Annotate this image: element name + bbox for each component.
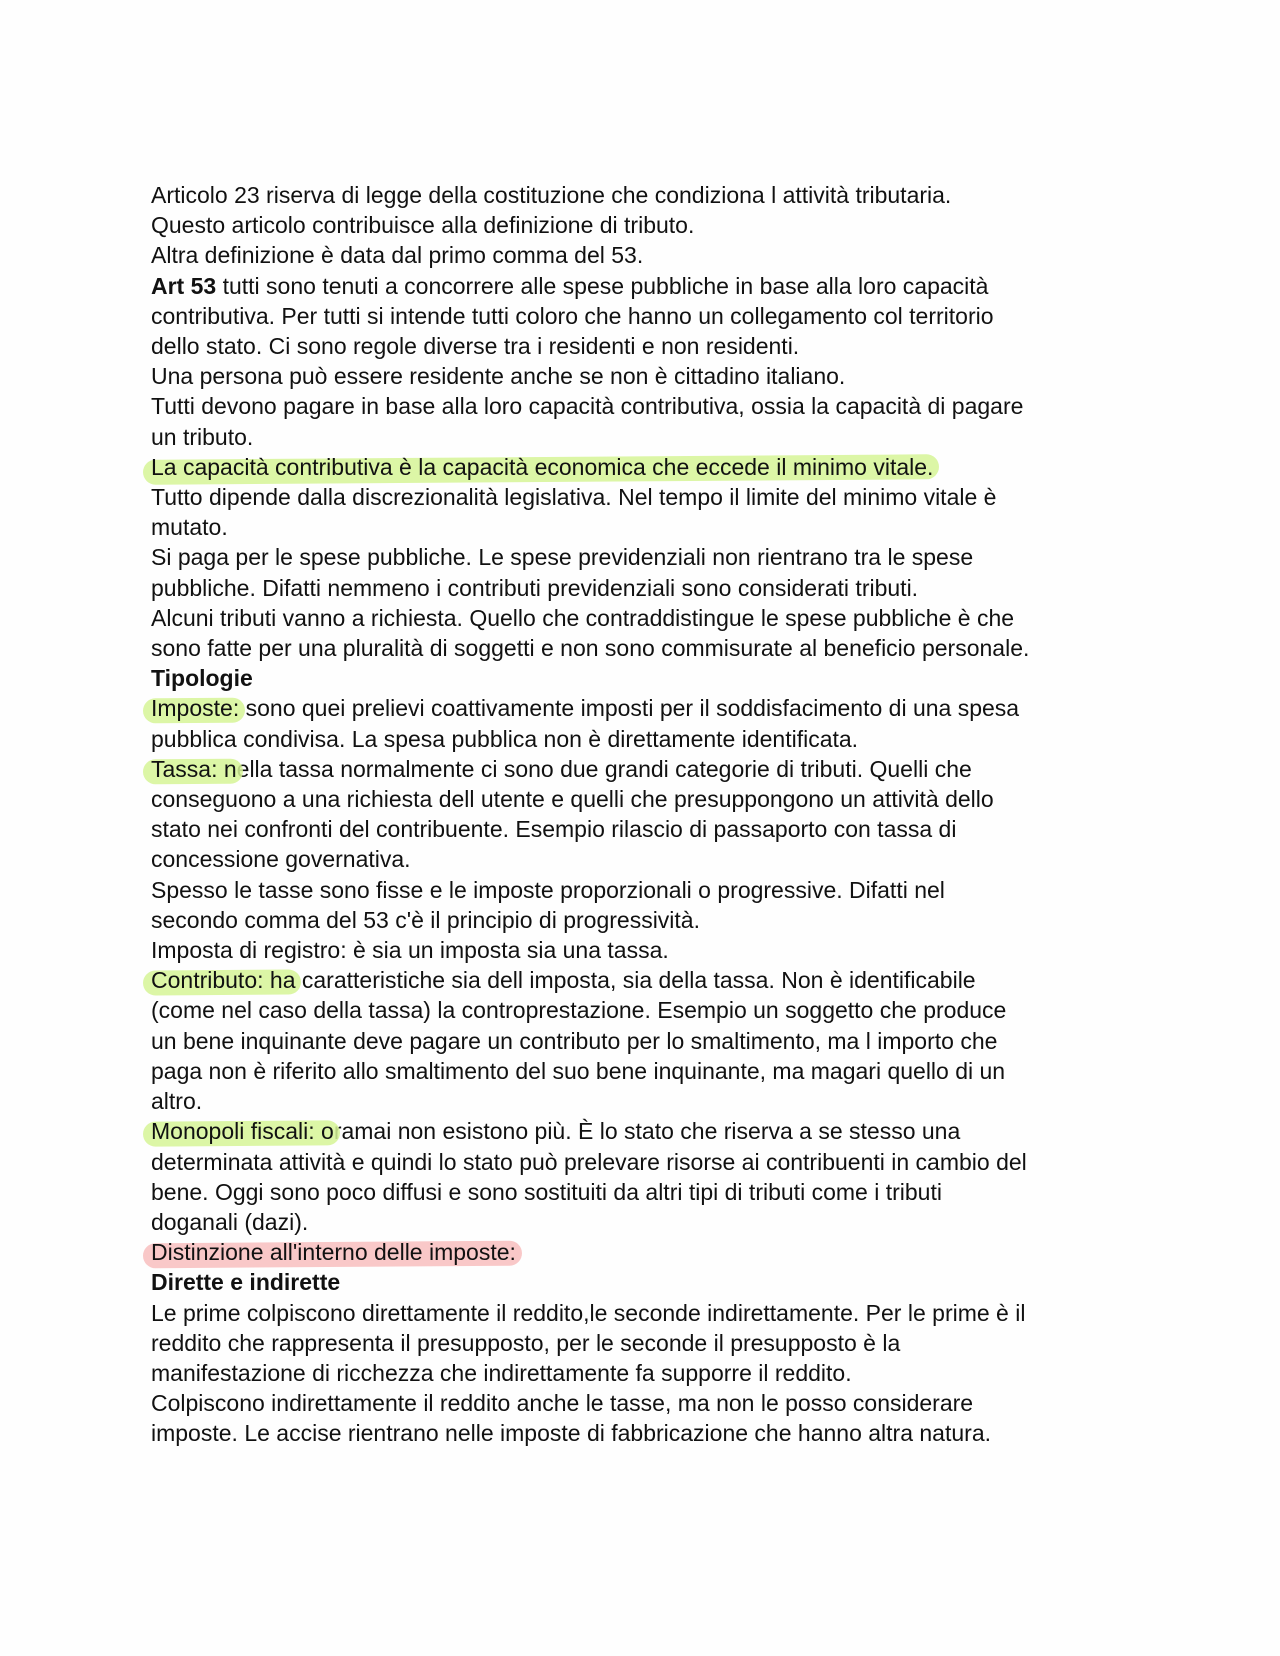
text-line: Articolo 23 riserva di legge della costituzione che condiziona l attività tributaria. xyxy=(151,182,952,208)
distinzione-highlight: Distinzione all'interno delle imposte: xyxy=(151,1239,516,1266)
imposte-highlight: Imposte: xyxy=(151,695,240,722)
tipologie-heading: Tipologie xyxy=(151,665,253,692)
text-line: (come nel caso della tassa) la controprestazione. Esempio un soggetto che produce xyxy=(151,997,1007,1024)
text-line: stato nei confronti del contribuente. Esempio rilascio di passaporto con tassa di xyxy=(151,816,957,843)
text-line: un tributo. xyxy=(151,423,254,450)
art53-text: tutti sono tenuti a concorrere alle spese pubbliche in base alla loro capacità xyxy=(216,272,989,299)
text-line: bene. Oggi sono poco diffusi e sono sostituiti da altri tipi di tributi come i tributi xyxy=(151,1178,942,1205)
monopoli-text: ramai non esistono più. È lo stato che riserva a se stesso una xyxy=(333,1118,961,1145)
text-line: doganali (dazi). xyxy=(151,1208,309,1235)
text-line: pubbliche. Difatti nemmeno i contributi previdenziali sono considerati tributi. xyxy=(151,574,919,601)
contributo-line xyxy=(151,965,1141,995)
text-line: paga non è riferito allo smaltimento del suo bene inquinante, ma magari quello di un xyxy=(151,1057,1006,1084)
imposte-text: sono quei prelievi coattivamente imposti per il soddisfacimento di una spesa xyxy=(239,695,1020,722)
text-line: Spesso le tasse sono fisse e le imposte proporzionali o progressive. Difatti nel xyxy=(151,876,945,903)
dirette-indirette-heading: Dirette e indirette xyxy=(151,1269,341,1296)
tassa-line xyxy=(151,754,1141,784)
text-line: Tutti devono pagare in base alla loro capacità contributiva, ossia la capacità di pagare xyxy=(151,393,1024,420)
text-line: Una persona può essere residente anche se non è cittadino italiano. xyxy=(151,363,846,390)
tassa-highlight: Tassa: n xyxy=(151,755,237,782)
tassa-text: ella tassa normalmente ci sono due grandi categorie di tributi. Quelli che xyxy=(236,755,972,782)
text-line: mutato. xyxy=(151,514,228,541)
monopoli-line xyxy=(151,1116,1141,1146)
text-line: Altra definizione è data dal primo comma del 53. xyxy=(151,242,644,269)
text-line: Questo articolo contribuisce alla definizione di tributo. xyxy=(151,212,695,239)
text-line: reddito che rappresenta il presupposto, per le seconde il presupposto è la xyxy=(151,1329,901,1356)
text-line: dello stato. Ci sono regole diverse tra i residenti e non residenti. xyxy=(151,333,800,360)
monopoli-highlight: Monopoli fiscali: o xyxy=(151,1118,334,1145)
contributo-highlight: Contributo: ha xyxy=(151,967,296,994)
document-body xyxy=(151,180,1141,1449)
contributo-text: caratteristiche sia dell imposta, sia della tassa. Non è identificabile xyxy=(295,967,976,994)
text-line: determinata attività e quindi lo stato può prelevare risorse ai contribuenti in cambio del xyxy=(151,1148,1027,1175)
text-line: pubblica condivisa. La spesa pubblica non è direttamente identificata. xyxy=(151,725,859,752)
text-line: secondo comma del 53 c'è il principio di progressività. xyxy=(151,906,700,933)
capacita-line xyxy=(151,452,1141,482)
text-line: Tutto dipende dalla discrezionalità legislativa. Nel tempo il limite del minimo vitale è xyxy=(151,484,997,511)
art53-line xyxy=(151,271,1141,301)
text-line: conseguono a una richiesta dell utente e quelli che presuppongono un attività dello xyxy=(151,786,994,813)
text-line: manifestazione di ricchezza che indirettamente fa supporre il reddito. xyxy=(151,1359,852,1386)
text-line: contributiva. Per tutti si intende tutti coloro che hanno un collegamento col territorio xyxy=(151,302,994,329)
text-line: sono fatte per una pluralità di soggetti e non sono commisurate al beneficio personale. xyxy=(151,635,1030,662)
imposte-line xyxy=(151,693,1141,723)
text-line: un bene inquinante deve pagare un contributo per lo smaltimento, ma l importo che xyxy=(151,1027,998,1054)
distinzione-line xyxy=(151,1237,1141,1267)
text-line: imposte. Le accise rientrano nelle imposte di fabbricazione che hanno altra natura. xyxy=(151,1420,991,1447)
capacita-highlight: La capacità contributiva è la capacità economica che eccede il minimo vitale. xyxy=(151,453,934,480)
text-line: Colpiscono indirettamente il reddito anche le tasse, ma non le posso considerare xyxy=(151,1390,974,1417)
text-line: concessione governativa. xyxy=(151,846,411,873)
text-line: Imposta di registro: è sia un imposta sia una tassa. xyxy=(151,937,669,964)
text-line: altro. xyxy=(151,1088,203,1115)
art53-label: Art 53 xyxy=(151,272,217,299)
text-line: Si paga per le spese pubbliche. Le spese previdenziali non rientrano tra le spese xyxy=(151,544,974,571)
text-line: Le prime colpiscono direttamente il reddito,le seconde indirettamente. Per le prime è il xyxy=(151,1299,1026,1326)
text-line: Alcuni tributi vanno a richiesta. Quello che contraddistingue le spese pubbliche è che xyxy=(151,604,1015,631)
